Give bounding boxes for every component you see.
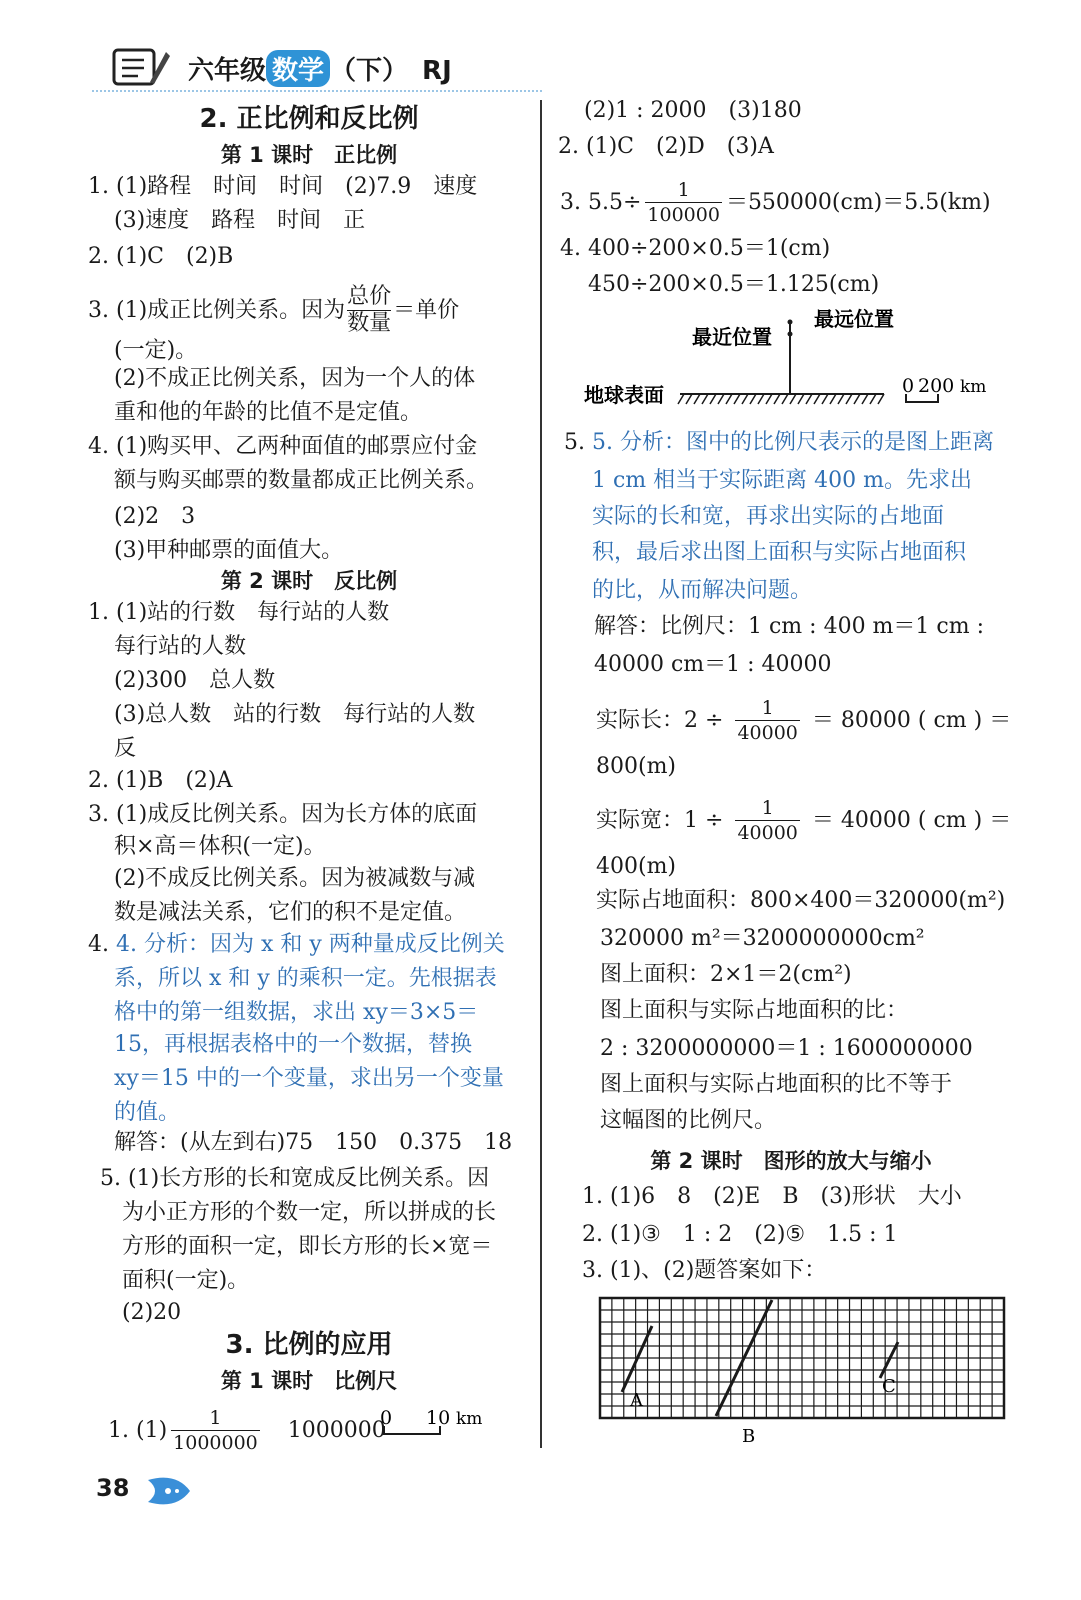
s1-frac-den: 1000000 bbox=[173, 1432, 258, 1454]
header-edition: RJ bbox=[422, 56, 452, 86]
t5-analysis-1: 5. 分析：图中的比例尺表示的是图上距离 bbox=[591, 430, 994, 455]
lesson-1-title: 第 1 课时 正比例 bbox=[220, 143, 398, 167]
t5-area-5: 2 : 3200000000＝1 : 1600000000 bbox=[600, 1036, 973, 1061]
q3-frac-den: 数量 bbox=[347, 311, 392, 336]
q3-text-a: 3. (1)成正比例关系。因为 bbox=[88, 297, 346, 323]
t5-line5: 的比，从而解决问题。 bbox=[592, 578, 813, 603]
page-decoration-icon bbox=[146, 1476, 192, 1506]
header-title bbox=[188, 50, 452, 87]
r4-line4: 15，再根据表格中的一个数据，替换 bbox=[114, 1032, 472, 1057]
r3-line3: (2)不成反比例关系。因为被减数与减 bbox=[114, 866, 476, 891]
t5-area-3: 图上面积：2×1＝2(cm²) bbox=[600, 962, 852, 987]
t5-length-b: ＝ 80000 ( cm ) ＝ bbox=[811, 707, 1012, 733]
r4-line3: 格中的第一组数据，求出 xy＝3×5＝ bbox=[114, 1000, 479, 1025]
s1-line bbox=[108, 1406, 386, 1455]
grid-label-c: C bbox=[882, 1376, 896, 1397]
r5-line2: 为小正方形的个数一定，所以拼成的长 bbox=[122, 1200, 497, 1225]
r5-line5: (2)20 bbox=[122, 1300, 182, 1325]
t5-line3: 实际的长和宽，再求出实际的占地面 bbox=[592, 504, 945, 529]
r5-line4: 面积(一定)。 bbox=[122, 1268, 250, 1293]
q3-line4: 重和他的年龄的比值不是定值。 bbox=[114, 400, 423, 425]
r5-line3: 方形的面积一定，即长方形的长×宽＝ bbox=[122, 1234, 493, 1259]
s1-scale-0: 0 bbox=[380, 1407, 393, 1429]
t3-frac-den: 100000 bbox=[647, 204, 720, 226]
s1-scale-bar bbox=[378, 1404, 498, 1444]
u2: 2. (1)③ 1 : 2 (2)⑤ 1.5 : 1 bbox=[582, 1222, 898, 1247]
t5-answer-2: 40000 cm＝1 : 40000 bbox=[594, 652, 832, 677]
r4-line5: xy＝15 中的一个变量，求出另一个变量 bbox=[114, 1066, 504, 1091]
page-number: 38 bbox=[96, 1474, 130, 1502]
section-2-title: 2. 正比例和反比例 bbox=[199, 104, 419, 134]
t5-width-a: 实际宽：1 ÷ bbox=[596, 807, 724, 833]
fig-scale-0: 0 bbox=[902, 375, 915, 397]
s1-scale-unit: km bbox=[456, 1409, 483, 1429]
q3-line2: (一定)。 bbox=[114, 338, 198, 363]
t2: 2. (1)C (2)D (3)A bbox=[558, 134, 774, 159]
u3: 3. (1)、(2)题答案如下： bbox=[582, 1258, 827, 1283]
header-term: （下） bbox=[330, 56, 409, 86]
r1-line4: (3)总人数 站的行数 每行站的人数 bbox=[114, 702, 476, 727]
r3-line2: 积×高＝体积(一定)。 bbox=[114, 834, 326, 859]
section-3-title: 3. 比例的应用 bbox=[225, 1330, 393, 1360]
s1-frac-num: 1 bbox=[209, 1407, 222, 1429]
t3-text-a: 3. 5.5÷ bbox=[560, 189, 642, 215]
fig-scale-unit: km bbox=[960, 377, 987, 397]
t3-text-b: ＝550000(cm)＝5.5(km) bbox=[725, 189, 991, 215]
r5-line1: 5. (1)长方形的长和宽成反比例关系。因 bbox=[100, 1166, 490, 1191]
t5-line1 bbox=[564, 428, 994, 458]
r4-answer: 解答：(从左到右)75 150 0.375 18 bbox=[114, 1130, 513, 1155]
r1-line5: 反 bbox=[114, 736, 137, 761]
t5-answer-1: 解答：比例尺：1 cm : 400 m＝1 cm : bbox=[594, 614, 984, 639]
r4-number: 4. bbox=[88, 932, 116, 957]
t4-line2: 450÷200×0.5＝1.125(cm) bbox=[588, 272, 880, 297]
q1-line2: (3)速度 路程 时间 正 bbox=[114, 208, 366, 233]
t5-length-line bbox=[596, 696, 1011, 745]
fig-scale-200: 200 bbox=[918, 375, 955, 397]
t5-length-num: 1 bbox=[761, 697, 774, 719]
t5-number: 5. bbox=[564, 430, 592, 455]
t5-width-result: 400(m) bbox=[596, 854, 677, 879]
t5-length-a: 实际长：2 ÷ bbox=[596, 707, 724, 733]
q3-line1 bbox=[88, 284, 459, 337]
t5-area-4: 图上面积与实际占地面积的比： bbox=[600, 998, 909, 1023]
t5-width-den: 40000 bbox=[737, 822, 798, 844]
r4-line1 bbox=[88, 930, 505, 960]
lesson-2-title: 第 2 课时 反比例 bbox=[220, 569, 398, 593]
column-divider bbox=[540, 100, 542, 1448]
fig-far-label: 最远位置 bbox=[814, 307, 894, 331]
q4-line1: 4. (1)购买甲、乙两种面值的邮票应付金 bbox=[88, 434, 478, 459]
t5-length-result: 800(m) bbox=[596, 754, 677, 779]
r2: 2. (1)B (2)A bbox=[88, 768, 233, 793]
t1-line: (2)1 : 2000 (3)180 bbox=[584, 98, 802, 123]
fig-ground-label: 地球表面 bbox=[584, 383, 664, 407]
q4-line2: 额与购买邮票的数量都成正比例关系。 bbox=[114, 468, 489, 493]
t5-length-den: 40000 bbox=[737, 722, 798, 744]
u1: 1. (1)6 8 (2)E B (3)形状 大小 bbox=[582, 1184, 962, 1209]
t5-length-fraction bbox=[735, 696, 799, 745]
q4-line3: (2)2 3 bbox=[114, 504, 196, 529]
s1-mid: 1000000 bbox=[287, 1417, 386, 1443]
header-subject: 数学 bbox=[266, 50, 330, 87]
lesson-2b-title: 第 2 课时 图形的放大与缩小 bbox=[650, 1149, 932, 1173]
r3-line4: 数是减法关系，它们的积不是定值。 bbox=[114, 900, 467, 925]
t5-line2: 1 cm 相当于实际距离 400 m。先求出 bbox=[592, 468, 973, 493]
t5-width-line bbox=[596, 796, 1011, 845]
r4-line6: 的值。 bbox=[114, 1100, 181, 1125]
q4-line4: (3)甲种邮票的面值大。 bbox=[114, 538, 344, 563]
t5-area-1: 实际占地面积：800×400＝320000(m²) bbox=[596, 888, 1006, 913]
q3-line3: (2)不成正比例关系，因为一个人的体 bbox=[114, 366, 476, 391]
s1-prefix: 1. (1) bbox=[108, 1417, 168, 1443]
earth-surface-figure bbox=[584, 302, 1024, 412]
r1-line1: 1. (1)站的行数 每行站的人数 bbox=[88, 600, 390, 625]
r4-analysis-1: 4. 分析：因为 x 和 y 两种量成反比例关 bbox=[115, 932, 505, 957]
s1-scale-10: 10 bbox=[426, 1407, 451, 1429]
r1-line2: 每行站的人数 bbox=[114, 634, 247, 659]
lesson-3-title: 第 1 课时 比例尺 bbox=[220, 1369, 398, 1393]
grid-label-b: B bbox=[742, 1426, 756, 1446]
r3-line1: 3. (1)成反比例关系。因为长方体的底面 bbox=[88, 802, 478, 827]
t5-area-7: 这幅图的比例尺。 bbox=[600, 1108, 777, 1133]
q2: 2. (1)C (2)B bbox=[88, 244, 234, 269]
header-rule bbox=[92, 90, 542, 92]
fig-near-label: 最近位置 bbox=[692, 325, 772, 349]
s1-fraction bbox=[171, 1406, 260, 1455]
header-grade: 六年级 bbox=[188, 56, 267, 86]
r4-line2: 系，所以 x 和 y 的乘积一定。先根据表 bbox=[114, 966, 497, 991]
t5-line4: 积，最后求出图上面积与实际占地面积 bbox=[592, 540, 967, 565]
q1-line1: 1. (1)路程 时间 时间 (2)7.9 速度 bbox=[88, 174, 478, 199]
t3-frac-num: 1 bbox=[677, 179, 690, 201]
t5-area-2: 320000 m²＝3200000000cm² bbox=[600, 926, 925, 951]
t4-line1: 4. 400÷200×0.5＝1(cm) bbox=[560, 236, 831, 261]
q3-text-b: ＝单价 bbox=[393, 297, 460, 323]
book-pencil-icon bbox=[110, 44, 170, 90]
t5-width-num: 1 bbox=[761, 797, 774, 819]
t3-line bbox=[560, 178, 991, 227]
t5-width-fraction bbox=[735, 796, 799, 845]
page-header bbox=[110, 44, 450, 94]
q3-fraction bbox=[347, 284, 391, 337]
t3-fraction bbox=[645, 178, 722, 227]
t5-width-b: ＝ 40000 ( cm ) ＝ bbox=[811, 807, 1012, 833]
enlarge-shrink-grid bbox=[596, 1294, 1026, 1446]
t5-area-6: 图上面积与实际占地面积的比不等于 bbox=[600, 1072, 953, 1097]
q3-frac-num: 总价 bbox=[347, 284, 392, 309]
grid-label-a: A bbox=[630, 1390, 643, 1411]
r1-line3: (2)300 总人数 bbox=[114, 668, 276, 693]
